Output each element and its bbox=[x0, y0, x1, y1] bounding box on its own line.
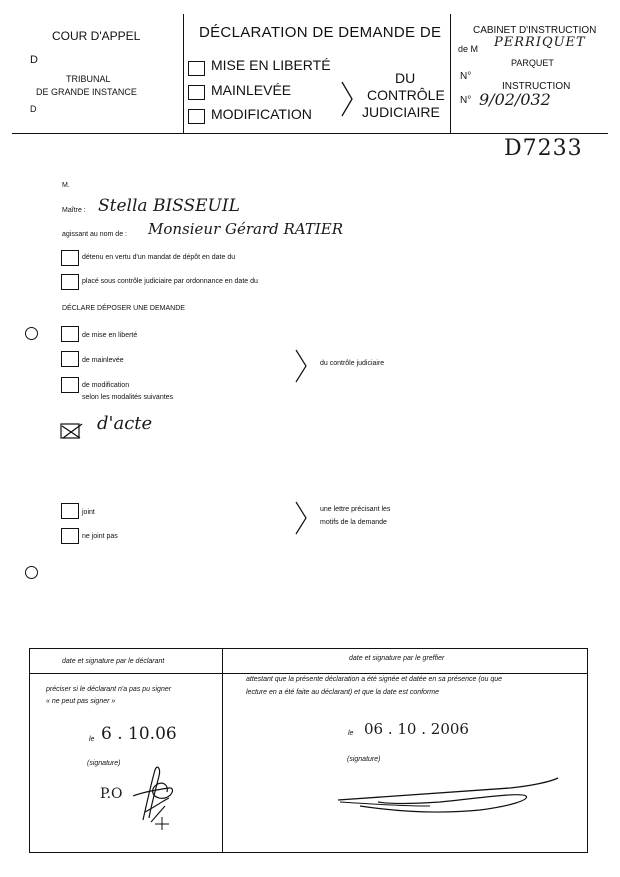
greffier-signature bbox=[330, 766, 562, 822]
checkbox-modification[interactable] bbox=[188, 109, 205, 124]
judge-name: PERRIQUET bbox=[494, 35, 586, 50]
col2-note2: lecture en a été faite au déclarant) et que la date est conforme bbox=[246, 689, 440, 696]
signature-table-divider bbox=[222, 648, 223, 852]
option-mainlevee: MAINLEVÉE bbox=[211, 82, 292, 98]
tribunal-line2: DE GRANDE INSTANCE bbox=[36, 87, 137, 97]
court-d: D bbox=[30, 54, 38, 66]
lettre-line1: une lettre précisant les bbox=[320, 506, 391, 513]
detenu-text: détenu en vertu d'un mandat de dépôt en date du bbox=[82, 254, 236, 261]
parquet-label: PARQUET bbox=[511, 58, 554, 68]
signature2-label: (signature) bbox=[347, 756, 381, 763]
court-label: COUR D'APPEL bbox=[52, 29, 141, 43]
maitre-value: Stella BISSEUIL bbox=[98, 196, 240, 216]
option-mise-en-liberte: MISE EN LIBERTÉ bbox=[211, 57, 331, 73]
declare-text: DÉCLARE DÉPOSER UNE DEMANDE bbox=[62, 305, 185, 312]
judiciaire-label: JUDICIAIRE bbox=[362, 104, 440, 120]
col2-header: date et signature par le greffier bbox=[349, 655, 445, 662]
stamp-number: D7233 bbox=[504, 136, 583, 161]
checkbox-acte-checked[interactable] bbox=[60, 422, 84, 440]
le2-label: le bbox=[348, 730, 354, 737]
instruction-label: INSTRUCTION bbox=[502, 81, 571, 92]
col2-note1: attestant que la présente déclaration a été signée et datée en sa présence (ou que bbox=[246, 676, 503, 683]
header-bottom-rule bbox=[12, 133, 608, 134]
controle-label: CONTRÔLE bbox=[367, 87, 445, 103]
checkbox-demande-mise-en-liberte[interactable] bbox=[61, 326, 79, 342]
declaration-title: DÉCLARATION DE DEMANDE DE bbox=[199, 24, 442, 41]
col1-header: date et signature par le déclarant bbox=[62, 658, 165, 665]
header-divider-left bbox=[183, 14, 184, 133]
signature-table-header-rule bbox=[29, 673, 587, 674]
col1-note1: préciser si le déclarant n'a pas pu signer bbox=[46, 686, 172, 693]
signature1-label: (signature) bbox=[87, 760, 121, 767]
tribunal-line1: TRIBUNAL bbox=[66, 74, 111, 84]
modalites-text: selon les modalités suivantes bbox=[82, 394, 174, 401]
agissant-value: Monsieur Gérard RATIER bbox=[148, 220, 344, 238]
instruction-number: 9/02/032 bbox=[479, 90, 551, 109]
checkbox-mainlevee[interactable] bbox=[188, 85, 205, 100]
bracket-controle-icon bbox=[294, 348, 308, 384]
header-bracket-icon bbox=[340, 80, 354, 118]
bracket-lettre-icon bbox=[294, 500, 308, 536]
punch-hole-top bbox=[25, 327, 38, 340]
checkbox-joint[interactable] bbox=[61, 503, 79, 519]
date-greffier: 06 . 10 . 2006 bbox=[364, 720, 469, 738]
tribunal-d: D bbox=[30, 104, 37, 114]
checkbox-ne-joint-pas[interactable] bbox=[61, 528, 79, 544]
m-label: M. bbox=[62, 182, 70, 189]
handwritten-acte: d'acte bbox=[97, 413, 153, 434]
checkbox-detenu[interactable] bbox=[61, 250, 79, 266]
no-label: N° bbox=[460, 71, 472, 82]
checkbox-demande-mainlevee[interactable] bbox=[61, 351, 79, 367]
checkbox-demande-modification[interactable] bbox=[61, 377, 79, 393]
le1-label: le bbox=[89, 736, 95, 743]
header-divider-right bbox=[450, 14, 451, 133]
ne-joint-pas-text: ne joint pas bbox=[82, 533, 118, 540]
option-modification: MODIFICATION bbox=[211, 106, 312, 122]
no2-label: N° bbox=[460, 95, 472, 106]
du-controle-text: du contrôle judiciaire bbox=[320, 360, 385, 367]
date-declarant: 6 . 10.06 bbox=[101, 724, 177, 744]
lettre-line2: motifs de la demande bbox=[320, 519, 387, 526]
cabinet-label: CABINET D'INSTRUCTION bbox=[473, 25, 597, 36]
col1-note2: « ne peut pas signer » bbox=[46, 698, 116, 705]
demande-mainlevee: de mainlevée bbox=[82, 357, 124, 364]
po-label: P.O bbox=[100, 786, 123, 802]
checkbox-place[interactable] bbox=[61, 274, 79, 290]
place-text: placé sous contrôle judiciaire par ordonnance en date du bbox=[82, 278, 258, 285]
de-m-label: de M bbox=[458, 44, 479, 54]
checkbox-mise-en-liberte[interactable] bbox=[188, 61, 205, 76]
declarant-signature bbox=[125, 762, 185, 832]
du-label: DU bbox=[395, 70, 416, 86]
punch-hole-bottom bbox=[25, 566, 38, 579]
demande-modification: de modification bbox=[82, 382, 130, 389]
demande-mise-en-liberte: de mise en liberté bbox=[82, 332, 138, 339]
maitre-label: Maître : bbox=[62, 207, 86, 214]
agissant-label: agissant au nom de : bbox=[62, 231, 127, 238]
joint-text: joint bbox=[82, 509, 95, 516]
